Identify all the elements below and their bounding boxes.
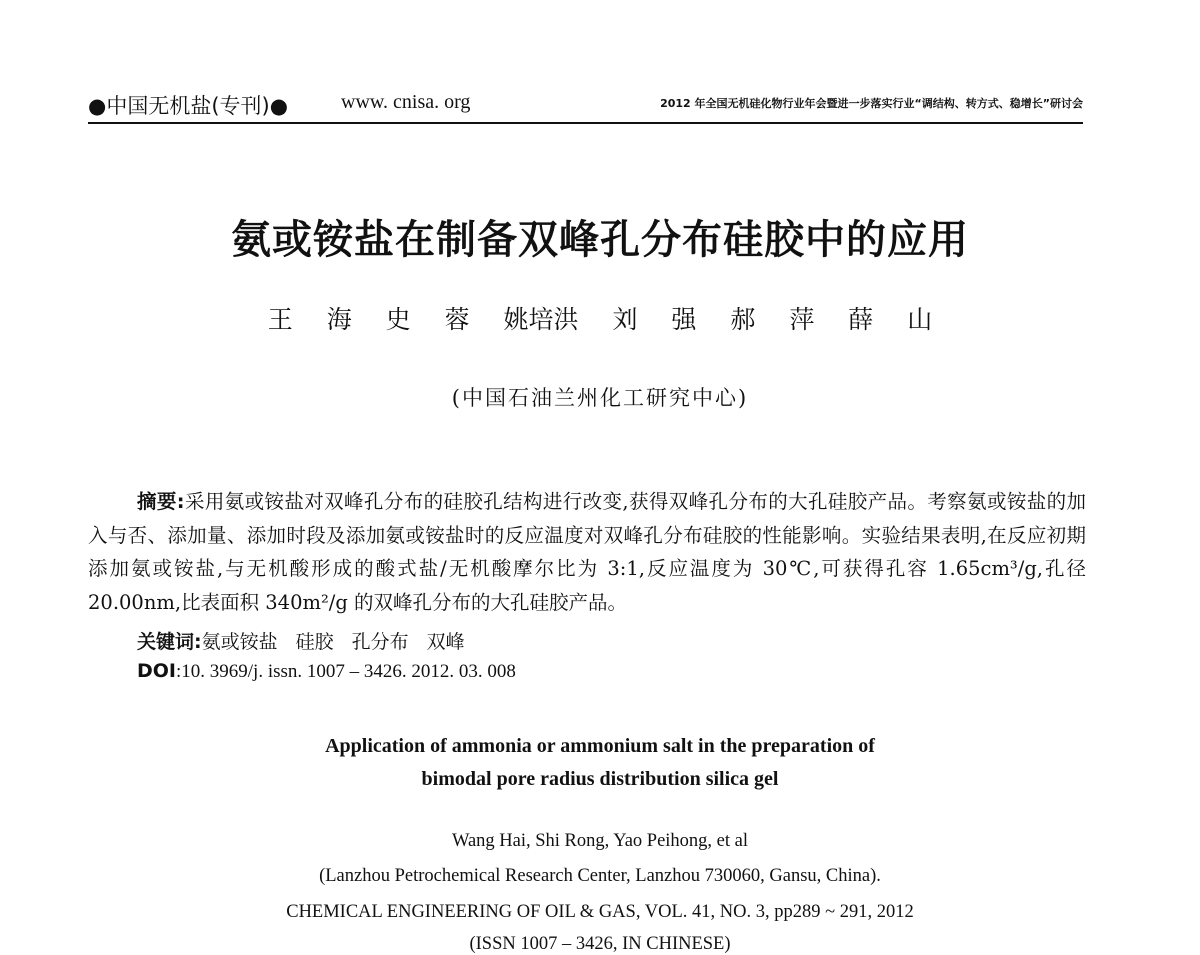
english-journal-citation: CHEMICAL ENGINEERING OF OIL & GAS, VOL. 41, NO. 3, pp289 ~ 291, 2012	[286, 902, 914, 922]
abstract	[88, 485, 1086, 619]
journal-name: ●中国无机盐(专刊)●	[88, 94, 289, 118]
english-title-line1: Application of ammonia or ammonium salt in the preparation of	[325, 735, 875, 757]
journal-url[interactable]: www. cnisa. org	[341, 91, 471, 113]
abstract-label: 摘要:	[137, 490, 185, 513]
paper-title: 氨或铵盐在制备双峰孔分布硅胶中的应用	[231, 216, 969, 263]
affiliation: (中国石油兰州化工研究中心)	[451, 386, 749, 410]
english-issn: (ISSN 1007 – 3426, IN CHINESE)	[469, 934, 731, 954]
doi	[137, 660, 516, 683]
author-list: 王 海 史 蓉 姚培洪 刘 强 郝 萍 薛 山	[267, 305, 933, 334]
english-affiliation: (Lanzhou Petrochemical Research Center, Lanzhou 730060, Gansu, China).	[319, 866, 881, 886]
page-header	[88, 86, 1083, 122]
keywords	[137, 627, 483, 654]
english-authors: Wang Hai, Shi Rong, Yao Peihong, et al	[451, 831, 749, 851]
doi-value[interactable]: :10. 3969/j. issn. 1007 – 3426. 2012. 03. 008	[176, 661, 516, 682]
keywords-label: 关键词:	[137, 631, 202, 653]
keyword: 双峰	[426, 631, 465, 653]
header-divider	[88, 122, 1083, 124]
keyword: 孔分布	[351, 631, 409, 653]
english-title	[0, 730, 1200, 796]
english-title-line2: bimodal pore radius distribution silica gel	[421, 768, 779, 790]
keyword: 氨或铵盐	[201, 631, 278, 653]
conference-name: 2012 年全国无机硅化物行业年会暨进一步落实行业“调结构、转方式、稳增长”研讨会	[660, 97, 1083, 110]
keyword: 硅胶	[295, 631, 334, 653]
doi-label: DOI	[137, 660, 176, 682]
abstract-text: 采用氨或铵盐对双峰孔分布的硅胶孔结构进行改变,获得双峰孔分布的大孔硅胶产品。考察氨或铵盐的加入与否、添加量、添加时段及添加氨或铵盐时的反应温度对双峰孔分布硅胶的性能影响。实验结果表明,在反应初期添加氨或铵盐,与无机酸形成的酸式盐/无机酸摩尔比为 3:1,反应温度为 30℃,可获得孔容 1.65cm³/g,孔径 20.00nm,比表面积 340m²/g 的双峰孔分布的大孔硅胶产品。	[88, 490, 1086, 614]
